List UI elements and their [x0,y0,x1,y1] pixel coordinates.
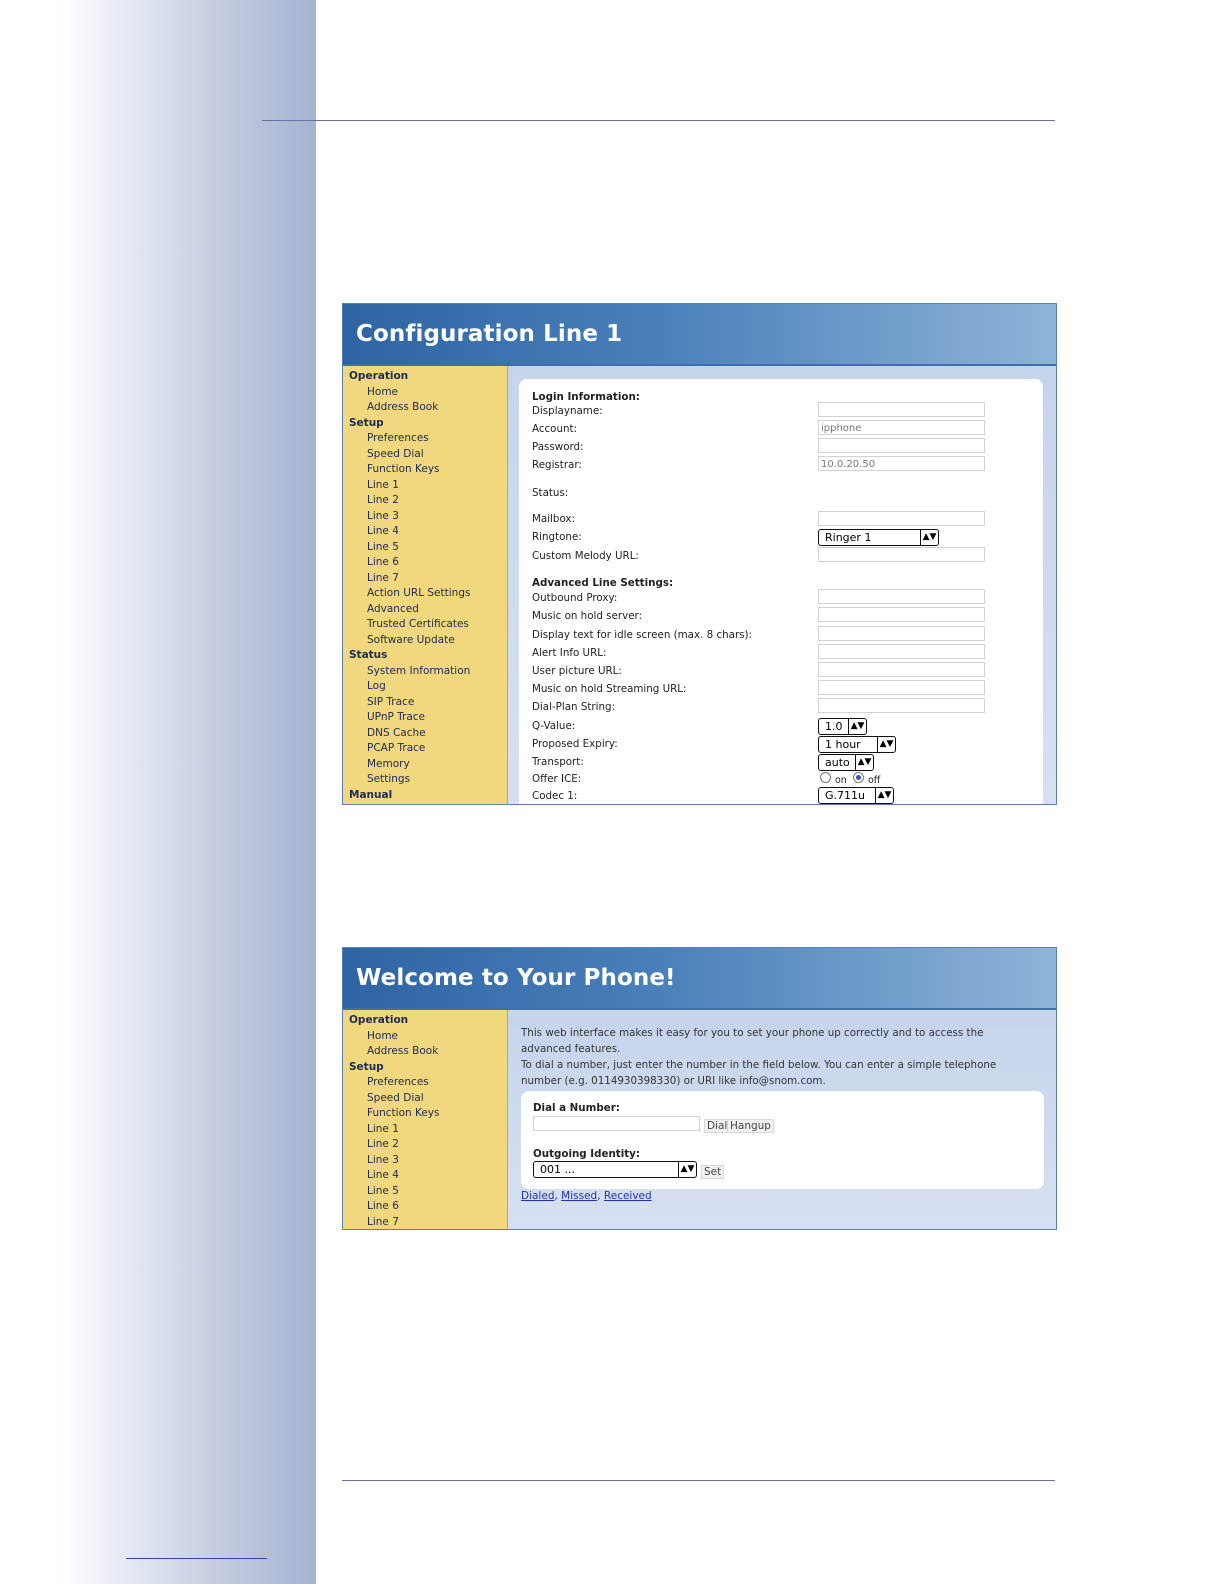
sidebar-item[interactable]: UPnP Trace [367,711,426,723]
menu-section-heading: Setup [349,1060,384,1073]
menu-section-heading: Manual [349,788,393,801]
sidebar-item[interactable]: Settings [367,773,411,785]
sidebar-item[interactable]: Advanced [367,602,419,615]
sidebar-item[interactable]: Line 6 [367,1200,399,1212]
intro-line: To dial a number, just enter the number in the field below. You can enter a simple telephone [521,1059,997,1071]
sidebar-item[interactable]: PCAP Trace [367,742,426,754]
sidebar-item[interactable]: Line 2 [367,494,399,506]
config-sidebar-menu [343,366,508,804]
select-arrow-icon: ▲▼ [678,1162,696,1177]
login-heading: Login Information: [532,391,640,403]
sidebar-item[interactable]: Home [367,1029,399,1042]
header-rule [262,120,1055,121]
password-input[interactable] [818,438,985,453]
qvalue-label: Q-Value: [532,720,576,732]
welcome-content [508,1010,1056,1229]
sidebar-item[interactable]: Speed Dial [367,1091,424,1104]
sidebar-item[interactable]: Line 4 [367,525,399,537]
dial-heading: Dial a Number: [533,1102,620,1114]
sidebar-item[interactable]: Line 7 [367,1215,399,1228]
sidebar-item[interactable]: Speed Dial [367,447,424,460]
dial-plan-input[interactable] [818,698,985,713]
codec1-label: Codec 1: [532,790,578,802]
registrar-input[interactable]: 10.0.20.50 [818,456,985,471]
sidebar-item[interactable]: Preferences [367,1076,429,1088]
sidebar-item[interactable]: Line 3 [367,1153,399,1166]
intro-line: advanced features. [521,1043,621,1055]
ringtone-label: Ringtone: [532,531,582,543]
dial-number-input[interactable] [533,1116,700,1131]
alert-info-input[interactable] [818,644,985,659]
transport-value: auto [825,756,850,769]
missed-link[interactable]: Missed [561,1190,598,1202]
identity-value: 001 ... [540,1163,575,1176]
expiry-label: Proposed Expiry: [532,738,618,750]
intro-text [521,1025,996,1089]
outbound-proxy-input[interactable] [818,589,985,604]
intro-line: number (e.g. 0114930398330) or URI like info@snom.com. [521,1075,826,1087]
footer-link-underline [126,1558,267,1559]
menu-section-heading: Status [349,649,388,661]
sidebar-item[interactable]: Line 1 [367,1122,399,1135]
menu-section-heading: Operation [349,1014,409,1026]
transport-label: Transport: [532,756,584,768]
welcome-header [343,948,1056,1010]
dial-plan-label: Dial-Plan String: [532,701,616,713]
idle-text-input[interactable] [818,626,985,641]
ice-on-label: on [835,775,847,786]
moh-streaming-input[interactable] [818,680,985,695]
set-button[interactable]: Set [701,1165,724,1179]
identity-heading: Outgoing Identity: [533,1148,640,1160]
select-arrow-icon: ▲▼ [855,755,873,770]
page-title: Welcome to Your Phone! [356,965,676,991]
select-arrow-icon: ▲▼ [848,719,866,734]
expiry-select[interactable] [818,736,896,753]
sidebar-item[interactable]: Line 5 [367,1184,399,1197]
qvalue-value: 1.0 [825,720,843,733]
dialed-link[interactable]: Dialed [521,1190,555,1202]
select-arrow-icon: ▲▼ [875,788,893,803]
dial-button[interactable]: Dial [704,1119,730,1133]
intro-line: This web interface makes it easy for you to set your phone up correctly and to access the [521,1027,984,1039]
footer-rule [342,1480,1055,1481]
sidebar-item[interactable]: Line 5 [367,540,399,553]
sidebar-item[interactable]: Memory [367,757,410,770]
sidebar-item[interactable]: Line 3 [367,509,399,522]
hangup-button[interactable]: Hangup [727,1119,774,1133]
config-form-panel [519,379,1043,805]
displayname-label: Displayname: [532,405,603,417]
sidebar-item[interactable]: Address Book [367,1045,439,1057]
user-picture-label: User picture URL: [532,665,622,677]
registrar-label: Registrar: [532,459,582,471]
sidebar-item[interactable]: Home [367,385,399,398]
moh-server-input[interactable] [818,607,985,622]
received-link[interactable]: Received [603,1190,652,1202]
codec1-select[interactable] [818,787,894,804]
custom-melody-input[interactable] [818,547,985,562]
sidebar-item[interactable]: DNS Cache [367,726,426,739]
call-list-links: Dialed, Missed, Received [521,1190,652,1202]
account-label: Account: [532,423,578,435]
ice-on-radio[interactable] [820,772,831,783]
sidebar-item[interactable]: Line 1 [367,478,399,491]
sidebar-item[interactable]: SIP Trace [367,695,415,708]
mailbox-input[interactable] [818,511,985,526]
status-label: Status: [532,487,569,499]
expiry-value: 1 hour [825,738,861,751]
advanced-heading: Advanced Line Settings: [532,577,674,589]
sidebar-item[interactable]: Log [367,680,386,692]
select-arrow-icon: ▲▼ [877,737,895,752]
sidebar-item[interactable]: Line 6 [367,556,399,568]
identity-select[interactable] [533,1161,697,1178]
displayname-input[interactable] [818,402,985,417]
outbound-proxy-label: Outbound Proxy: [532,592,618,604]
welcome-window [342,947,1057,1230]
custom-melody-label: Custom Melody URL: [532,550,639,562]
transport-select[interactable] [818,754,874,771]
account-input[interactable]: ipphone [818,420,985,435]
sidebar-item[interactable]: Line 7 [367,571,399,584]
page-title: Configuration Line 1 [356,321,623,347]
config-header [343,304,1056,366]
ice-off-label: off [868,775,881,786]
sidebar-item[interactable]: Function Keys [367,463,440,475]
menu-section-heading: Setup [349,416,384,429]
page-side-band [0,0,316,1584]
dial-panel [521,1091,1044,1189]
sidebar-item[interactable]: Trusted Certificates [367,618,469,630]
sidebar-item[interactable]: System Information [367,664,471,677]
config-line1-window [342,303,1057,805]
sidebar-item[interactable]: Address Book [367,401,439,413]
menu-section-heading: Operation [349,370,409,382]
sidebar-item[interactable]: Action URL Settings [367,587,471,599]
ringtone-value: Ringer 1 [825,531,872,544]
idle-text-label: Display text for idle screen (max. 8 chars): [532,629,753,641]
codec1-value: G.711u [825,789,865,802]
sidebar-item[interactable]: Software Update [367,633,455,646]
select-arrow-icon: ▲▼ [920,530,938,545]
offer-ice-label: Offer ICE: [532,773,582,785]
ringtone-select[interactable] [818,529,939,546]
user-picture-input[interactable] [818,662,985,677]
moh-server-label: Music on hold server: [532,610,643,622]
sidebar-item[interactable]: Function Keys [367,1107,440,1119]
welcome-sidebar-menu [343,1010,508,1229]
alert-info-label: Alert Info URL: [532,647,607,659]
ice-off-radio[interactable] [853,772,864,783]
mailbox-label: Mailbox: [532,513,575,525]
qvalue-select[interactable] [818,718,867,735]
config-content [508,366,1056,804]
sidebar-item[interactable]: Preferences [367,432,429,444]
sidebar-item[interactable]: Line 2 [367,1138,399,1150]
sidebar-item[interactable]: Line 4 [367,1169,399,1181]
moh-streaming-label: Music on hold Streaming URL: [532,683,687,695]
password-label: Password: [532,441,584,453]
